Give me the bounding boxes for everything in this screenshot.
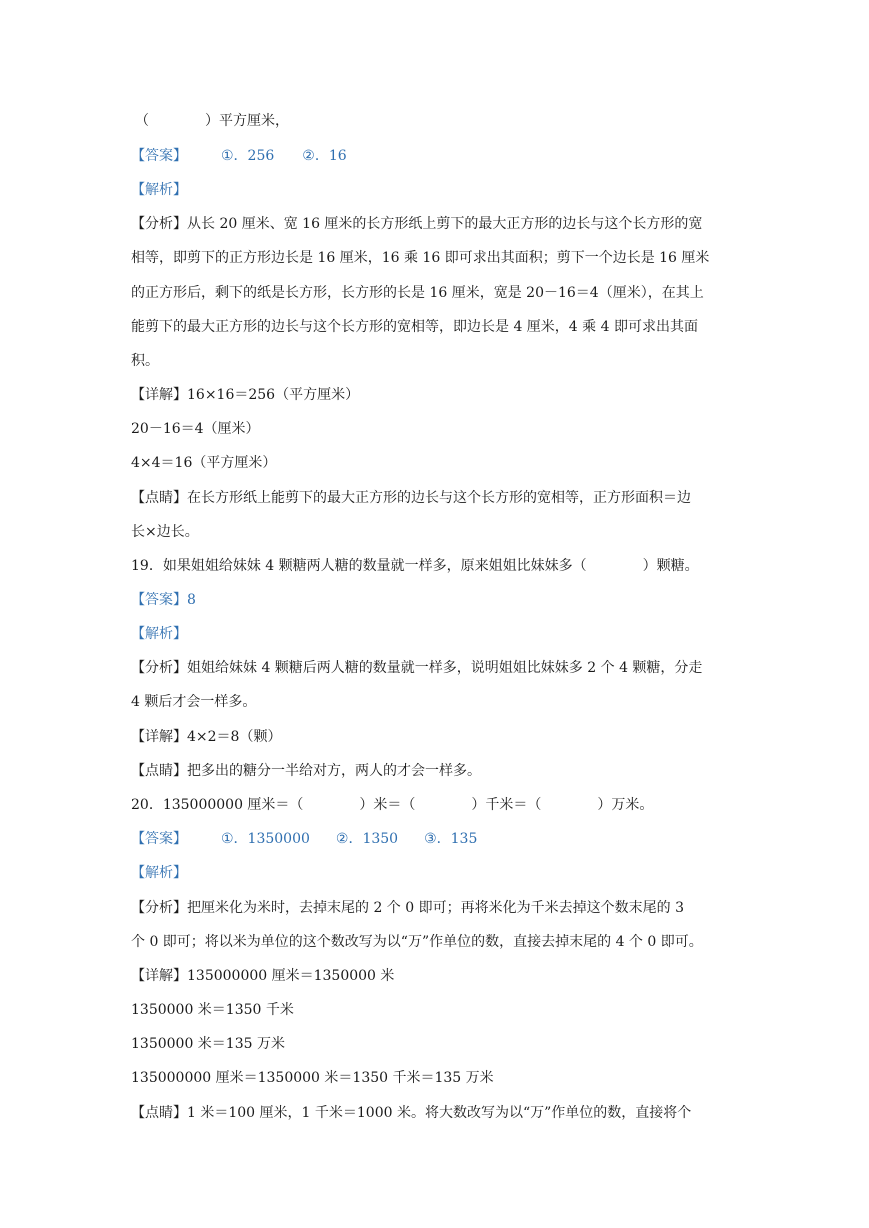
answer-line-20 bbox=[131, 829, 743, 849]
detail-text: 135000000 厘米＝1350000 米＝1350 千米＝135 万米 bbox=[131, 1070, 494, 1086]
analysis-text: 个 0 即可；将以米为单位的这个数改写为以“万”作单位的数，直接去掉末尾的 4 个 0 即可。 bbox=[131, 934, 703, 950]
answer-line-18 bbox=[131, 146, 743, 166]
analysis-label: 【解析】 bbox=[131, 182, 187, 198]
answer-2: ②．1350 bbox=[335, 831, 399, 847]
question-19: 19．如果姐姐给妹妹 4 颗糖两人糖的数量就一样多，原来姐姐比妹妹多（ ）颗糖。 bbox=[131, 558, 699, 574]
analysis-text: 【分析】把厘米化为米时，去掉末尾的 2 个 0 即可；再将米化为千米去掉这个数末尾的 3 bbox=[131, 900, 684, 916]
answer-1: ①．1350000 bbox=[221, 831, 310, 847]
detail-text: 1350000 米＝135 万米 bbox=[131, 1036, 285, 1052]
answer-line-19: 【答案】8 bbox=[131, 592, 196, 608]
question-20: 20．135000000 厘米＝（ ）米＝（ ）千米＝（ ）万米。 bbox=[131, 797, 654, 813]
detail-text: 【详解】135000000 厘米＝1350000 米 bbox=[131, 968, 395, 984]
answer-3: ③．135 bbox=[424, 831, 478, 847]
answer-label: 【答案】 bbox=[131, 831, 187, 847]
detail-text: 【详解】4×2＝8（颗） bbox=[131, 729, 282, 745]
answer-label: 【答案】 bbox=[131, 148, 187, 164]
analysis-text: 4 颗后才会一样多。 bbox=[131, 694, 257, 710]
analysis-text: 【分析】从长 20 厘米、宽 16 厘米的长方形纸上剪下的最大正方形的边长与这个长方形的宽 bbox=[131, 216, 703, 232]
analysis-text: 能剪下的最大正方形的边长与这个长方形的宽相等，即边长是 4 厘米，4 乘 4 即可求出其面 bbox=[131, 319, 698, 335]
answer-2: ②．16 bbox=[302, 148, 347, 164]
detail-text: 4×4＝16（平方厘米） bbox=[131, 455, 277, 471]
analysis-label: 【解析】 bbox=[131, 626, 187, 642]
detail-text: 【详解】16×16＝256（平方厘米） bbox=[131, 387, 360, 403]
analysis-label: 【解析】 bbox=[131, 865, 187, 881]
note-text: 【点睛】在长方形纸上能剪下的最大正方形的边长与这个长方形的宽相等，正方形面积＝边 bbox=[131, 490, 691, 506]
analysis-text: 相等，即剪下的正方形边长是 16 厘米，16 乘 16 即可求出其面积；剪下一个边长是 16 厘米 bbox=[131, 250, 710, 266]
note-text: 长×边长。 bbox=[131, 524, 199, 540]
analysis-text: 【分析】姐姐给妹妹 4 颗糖后两人糖的数量就一样多，说明姐姐比妹妹多 2 个 4 颗糖，分走 bbox=[131, 660, 703, 676]
note-text: 【点睛】1 米＝100 厘米，1 千米＝1000 米。将大数改写为以“万”作单位的数，直接将个 bbox=[131, 1105, 692, 1121]
answer-1: ①．256 bbox=[221, 148, 275, 164]
analysis-text: 积。 bbox=[131, 353, 159, 369]
note-text: 【点睛】把多出的糖分一半给对方，两人的才会一样多。 bbox=[131, 763, 481, 779]
detail-text: 1350000 米＝1350 千米 bbox=[131, 1002, 294, 1018]
detail-text: 20－16＝4（厘米） bbox=[131, 421, 260, 437]
analysis-text: 的正方形后，剩下的纸是长方形，长方形的长是 16 厘米，宽是 20－16＝4（厘米），在其上 bbox=[131, 285, 704, 301]
blank-line-area: （ ）平方厘米， bbox=[135, 113, 289, 129]
